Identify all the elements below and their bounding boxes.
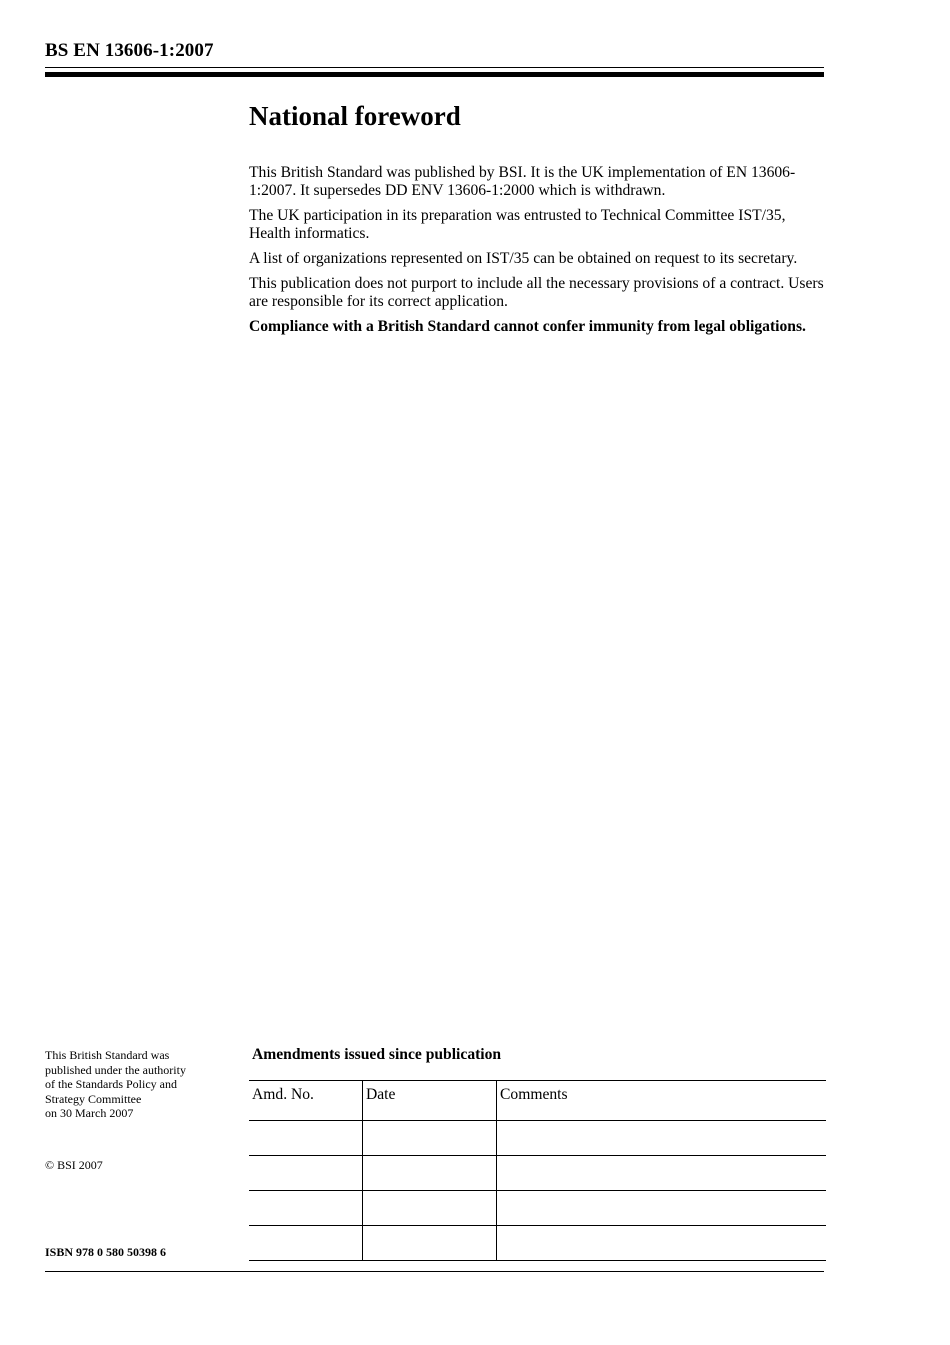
comments-cell — [497, 1191, 827, 1226]
compliance-note: Compliance with a British Standard cannot confer immunity from legal obligations. — [249, 318, 806, 335]
footer-rule — [45, 1271, 824, 1272]
publication-note-line: This British Standard was — [45, 1048, 170, 1062]
paragraph-organizations: A list of organizations represented on IST/35 can be obtained on request to its secretary. — [249, 250, 798, 267]
paragraph-provisions: This publication does not purport to include all the necessary provisions of a contract. Users are responsible for its correct application. — [249, 275, 824, 310]
date-cell — [363, 1156, 497, 1191]
column-header-amd-no: Amd. No. — [249, 1081, 363, 1121]
copyright: © BSI 2007 — [45, 1158, 103, 1172]
amendments-title: Amendments issued since publication — [252, 1046, 502, 1063]
publication-note-line: published under the authority — [45, 1062, 186, 1077]
comments-cell — [497, 1226, 827, 1261]
column-header-date: Date — [363, 1081, 497, 1121]
table-row — [249, 1121, 826, 1156]
page-title: National foreword — [249, 101, 461, 131]
table-row — [249, 1191, 826, 1226]
date-cell — [363, 1226, 497, 1261]
foreword-body — [249, 164, 829, 343]
header-thick-rule — [45, 72, 824, 77]
table-row — [249, 1156, 826, 1191]
amd-no-cell — [249, 1156, 363, 1191]
table-header-row — [249, 1081, 826, 1121]
header-thin-rule — [45, 67, 824, 68]
paragraph-publication: This British Standard was published by BSI. It is the UK implementation of EN 13606-1:2007. It supersedes DD ENV 13606-1:2000 which is withdrawn. — [249, 164, 796, 199]
publication-note-line: Strategy Committee — [45, 1091, 142, 1106]
date-cell — [363, 1191, 497, 1226]
comments-cell — [497, 1156, 827, 1191]
amendments-table — [249, 1080, 826, 1261]
amd-no-cell — [249, 1226, 363, 1261]
publication-note-line: on 30 March 2007 — [45, 1106, 134, 1120]
table-row — [249, 1226, 826, 1261]
date-cell — [363, 1121, 497, 1156]
isbn: ISBN 978 0 580 50398 6 — [45, 1245, 167, 1259]
publication-note — [45, 1048, 240, 1121]
column-header-comments: Comments — [497, 1081, 827, 1121]
document-id: BS EN 13606-1:2007 — [45, 40, 214, 61]
paragraph-participation: The UK participation in its preparation was entrusted to Technical Committee IST/35, Health informatics. — [249, 207, 786, 242]
publication-note-line: of the Standards Policy and — [45, 1077, 177, 1091]
comments-cell — [497, 1121, 827, 1156]
amd-no-cell — [249, 1191, 363, 1226]
amd-no-cell — [249, 1121, 363, 1156]
